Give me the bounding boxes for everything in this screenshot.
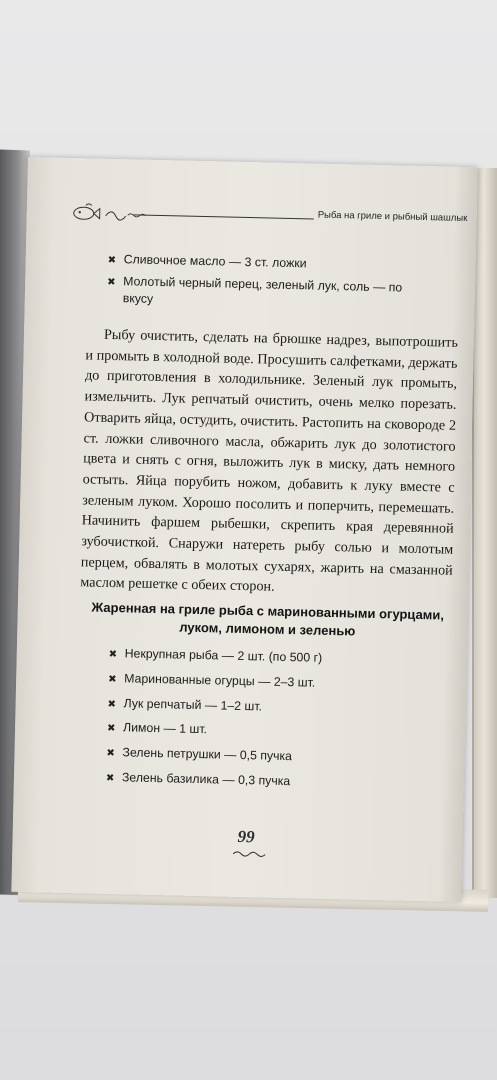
cross-bullet-icon: ✖	[106, 748, 115, 760]
fish-ornament-icon	[72, 201, 152, 225]
ingredient-text: Некрупная рыба — 2 шт. (по 500 г)	[124, 646, 323, 665]
ingredient-text: Маринованные огурцы — 2–3 шт.	[124, 671, 316, 690]
cross-bullet-icon: ✖	[105, 772, 115, 785]
list-item	[109, 645, 409, 669]
book-page-edges	[472, 168, 497, 898]
swash-ornament-icon	[232, 850, 268, 859]
ingredient-text: Сливочное масло — 3 ст. ложки	[123, 252, 307, 271]
list-item	[108, 251, 408, 275]
ingredient-text: Лук репчатый — 1–2 шт.	[123, 695, 263, 714]
cross-bullet-icon: ✖	[107, 254, 117, 267]
cross-bullet-icon: ✖	[106, 723, 116, 735]
list-item	[107, 695, 407, 719]
ingredient-text: Зелень петрушки — 0,5 пучка	[122, 745, 293, 764]
running-head	[72, 201, 468, 232]
ingredient-text: Зелень базилика — 0,3 пучка	[121, 770, 291, 789]
ingredient-list-top	[107, 251, 408, 319]
cross-bullet-icon: ✖	[108, 648, 118, 661]
cross-bullet-icon: ✖	[108, 673, 117, 685]
cross-bullet-icon: ✖	[107, 276, 116, 289]
running-head-title: Рыба на гриле и рыбный шашлык	[317, 209, 468, 224]
recipe-title: Жаренная на гриле рыба с маринованными огурцами, луком, лимоном и зеленью	[91, 599, 445, 639]
running-head-rule	[134, 214, 314, 219]
ingredient-text: Молотый черный перец, зеленый лук, соль — по вкусу	[122, 274, 403, 306]
list-item	[108, 670, 408, 694]
list-item	[107, 273, 408, 314]
ingredient-list-bottom	[106, 645, 409, 801]
list-item	[106, 769, 406, 793]
list-item	[107, 719, 407, 743]
list-item	[106, 744, 406, 768]
cross-bullet-icon: ✖	[107, 698, 117, 710]
page-number: 99	[237, 826, 255, 847]
ingredient-text: Лимон — 1 шт.	[122, 720, 208, 737]
instructions-paragraph: Рыбу очистить, сделать на брюшке надрез, выпотрошить и промыть в холодной воде. Просушить салфетками, держать до приготовления в холодильнике. Зеленый лук промыть, измельчить. Лук репчатый очистить, очень мелко порезать. Отварить яйца, остудить, очистить. Растопить на сковороде 2 ст. ложки сливочного масла, обжарить лук до золотистого цвета и снять с огня, выложить лук в миску, дать немного остыть. Яйца порубить ножом, добавить к луку вместе с зеленым луком. Хорошо посолить и поперчить, перемешать. Начинить фаршем рыбешки, скрепить края деревянной зубочисткой. Снаружи натереть рыбу солью и молотым перцем, обвалять в молотых сухарях, жарить на смазанной маслом решетке с обеих сторон.	[80, 326, 459, 596]
book-page	[11, 157, 478, 902]
